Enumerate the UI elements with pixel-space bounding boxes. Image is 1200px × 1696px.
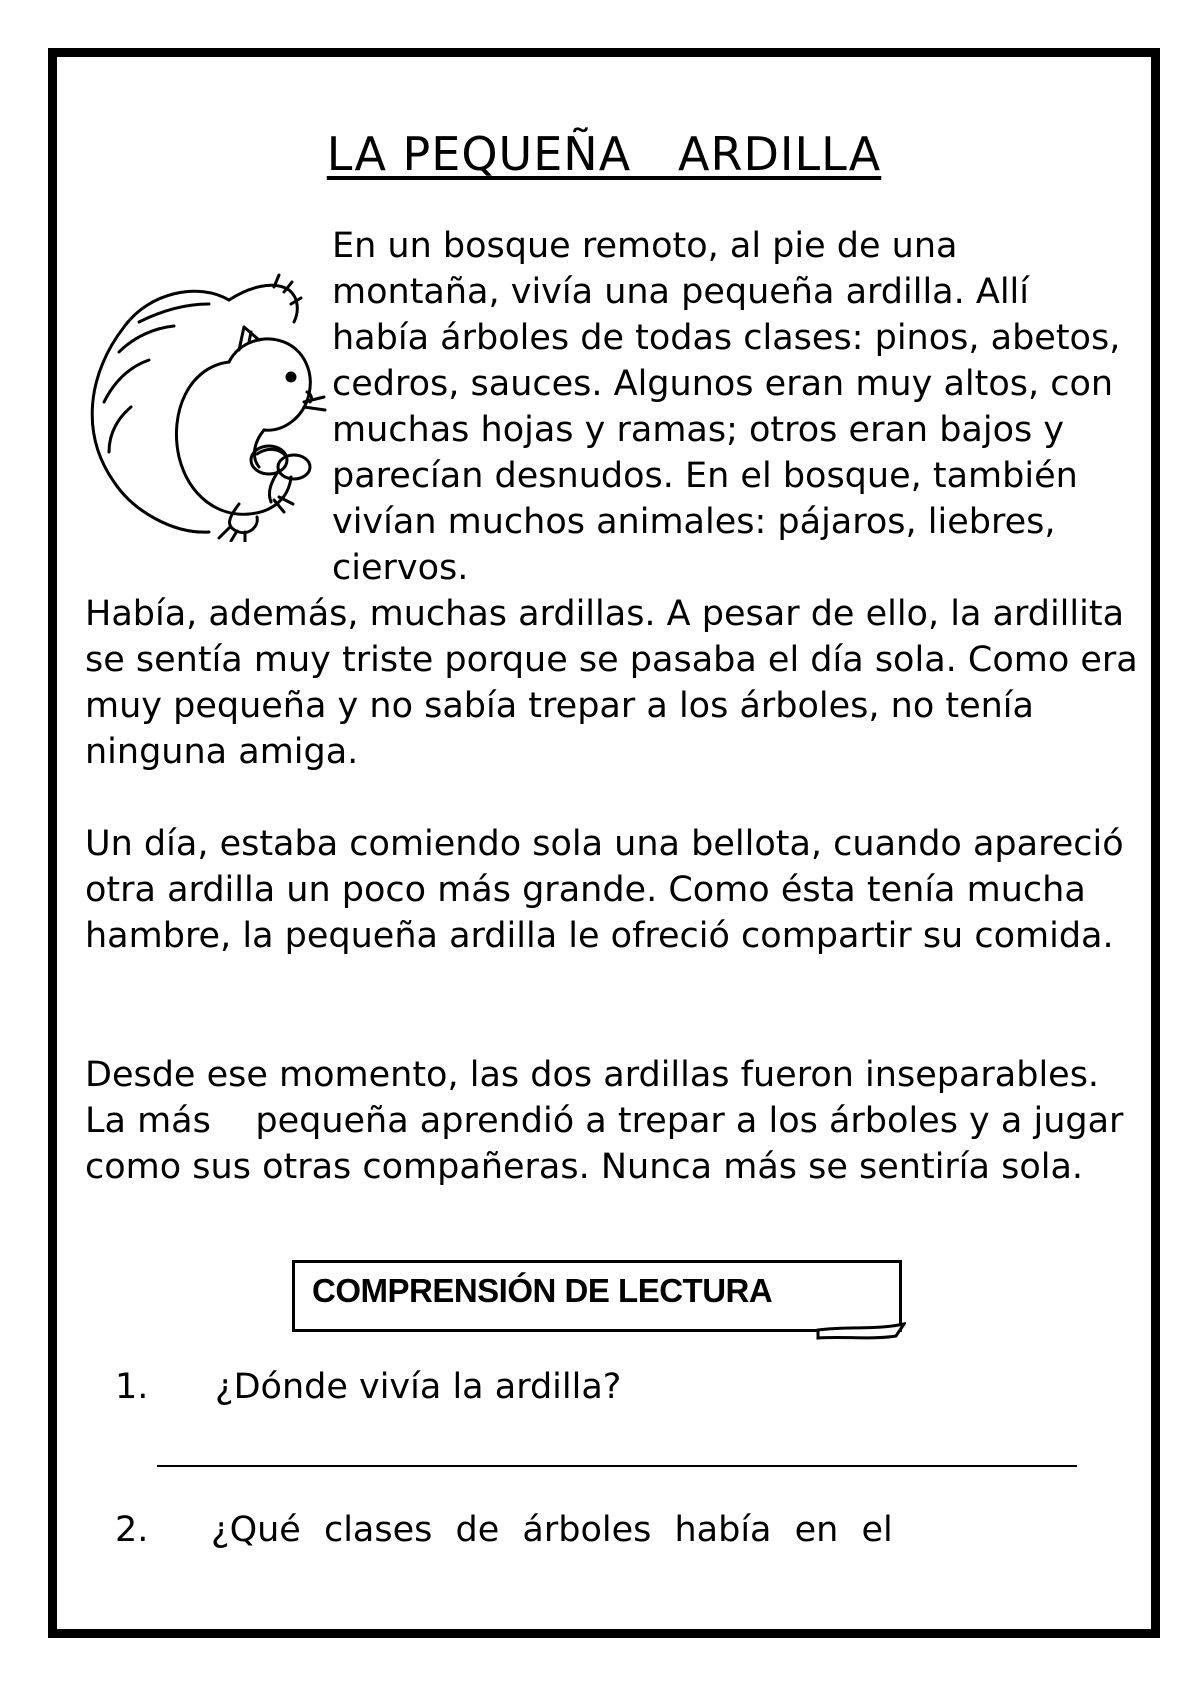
- story-paragraph-3: Desde ese momento, las dos ardillas fueron inseparables. La más pequeña aprendió a trepar a los árboles y a jugar como sus otras compañeras. Nunca más se sentiría sola.: [85, 1055, 1135, 1187]
- story-paragraph-1: Había, además, muchas ardillas. A pesar de ello, la ardillita se sentía muy triste porque se pasaba el día sola. Como era muy pequeña y no sabía trepar a los árboles, no tenía ninguna amiga.: [85, 594, 1138, 772]
- curled-corner-icon: [816, 1322, 906, 1342]
- story-paragraph-2: Un día, estaba comiendo sola una bellota, cuando apareció otra ardilla un poco más grande. Como ésta tenía mucha hambre, la pequeña ardilla le ofreció compartir su comida.: [85, 824, 1124, 956]
- question-number: 1.: [115, 1367, 149, 1407]
- squirrel-icon: [79, 242, 329, 542]
- question-number: 2.: [115, 1510, 149, 1550]
- story-intro: En un bosque remoto, al pie de una montaña, vivía una pequeña ardilla. Allí había árboles de todas clases: pinos, abetos, cedros, sauces. Algunos eran muy altos, con muchas hojas y ramas; otros eran bajos y parecían desnudos. En el bosque, también vivían muchos animales: pájaros, liebres, ciervos.: [332, 226, 1121, 588]
- question-text: ¿Qué clases de árboles había en el: [211, 1510, 893, 1550]
- question-text: ¿Dónde vivía la ardilla?: [215, 1367, 622, 1407]
- comprehension-heading: COMPRENSIÓN DE LECTURA: [312, 1272, 773, 1309]
- page-border: [48, 48, 1160, 1638]
- page-title: LA PEQUEÑA ARDILLA: [326, 127, 882, 181]
- answer-line[interactable]: [157, 1465, 1077, 1467]
- comprehension-banner: [292, 1260, 902, 1332]
